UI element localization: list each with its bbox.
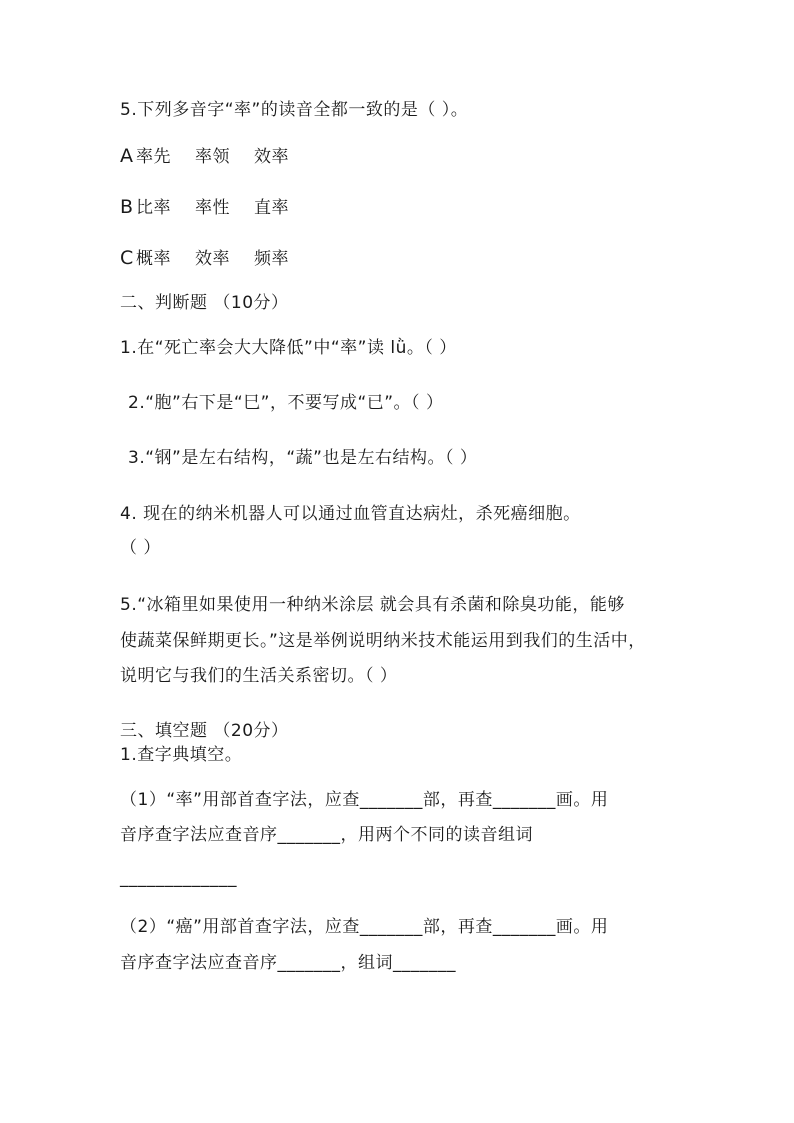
judge-item-2: 2.“胞”右下是“巳”，不要写成“已”。（ ） [128, 393, 444, 413]
option-word: 率领 [195, 147, 230, 167]
fill-q1-1-line2: 音序查字法应查音序_______，用两个不同的读音组词 [120, 825, 533, 845]
option-letter: A [120, 145, 134, 167]
option-letter: B [120, 196, 134, 218]
judge-item-5-line2: 使蔬菜保鲜期更长。”这是举例说明纳米技术能运用到我们的生活中， [120, 631, 646, 651]
option-letter: C [120, 247, 134, 269]
judge-heading: 二、判断题 （10分） [120, 293, 289, 313]
judge-item-1: 1.在“死亡率会大大降低”中“率”读 lǜ。（ ） [120, 338, 457, 358]
fill-q1-1-line1: （1）“率”用部首查字法，应查_______部，再查_______画。用 [120, 790, 609, 810]
judge-item-5-line3: 说明它与我们的生活关系密切。（ ） [120, 666, 398, 686]
option-word: 直率 [254, 198, 289, 218]
option-word: 概率 [136, 249, 171, 269]
judge-item-4-blank: （ ） [120, 538, 161, 558]
fill-q1-1-blank: _____________ [120, 868, 237, 888]
option-word: 效率 [195, 249, 230, 269]
mc-option-a [120, 146, 289, 167]
fill-q1-title: 1.查字典填空。 [120, 745, 243, 765]
option-word: 比率 [136, 198, 171, 218]
judge-item-3: 3.“钢”是左右结构，“蔬”也是左右结构。（ ） [128, 448, 478, 468]
fill-q1-2-line2: 音序查字法应查音序_______，组词_______ [120, 953, 456, 973]
option-word: 率性 [195, 198, 230, 218]
option-word: 频率 [254, 249, 289, 269]
mc-question: 5.下列多音字“率”的读音全都一致的是（ ）。 [120, 100, 469, 120]
fill-heading: 三、填空题 （20分） [120, 721, 289, 741]
option-word: 率先 [136, 147, 171, 167]
judge-item-4: 4. 现在的纳米机器人可以通过血管直达病灶，杀死癌细胞。 [120, 504, 581, 524]
fill-q1-2-line1: （2）“癌”用部首查字法，应查_______部，再查_______画。用 [120, 917, 609, 937]
mc-option-b [120, 197, 289, 218]
mc-option-c [120, 248, 289, 269]
judge-item-5-line1: 5.“冰箱里如果使用一种纳米涂层 就会具有杀菌和除臭功能，能够 [120, 595, 625, 615]
option-word: 效率 [254, 147, 289, 167]
